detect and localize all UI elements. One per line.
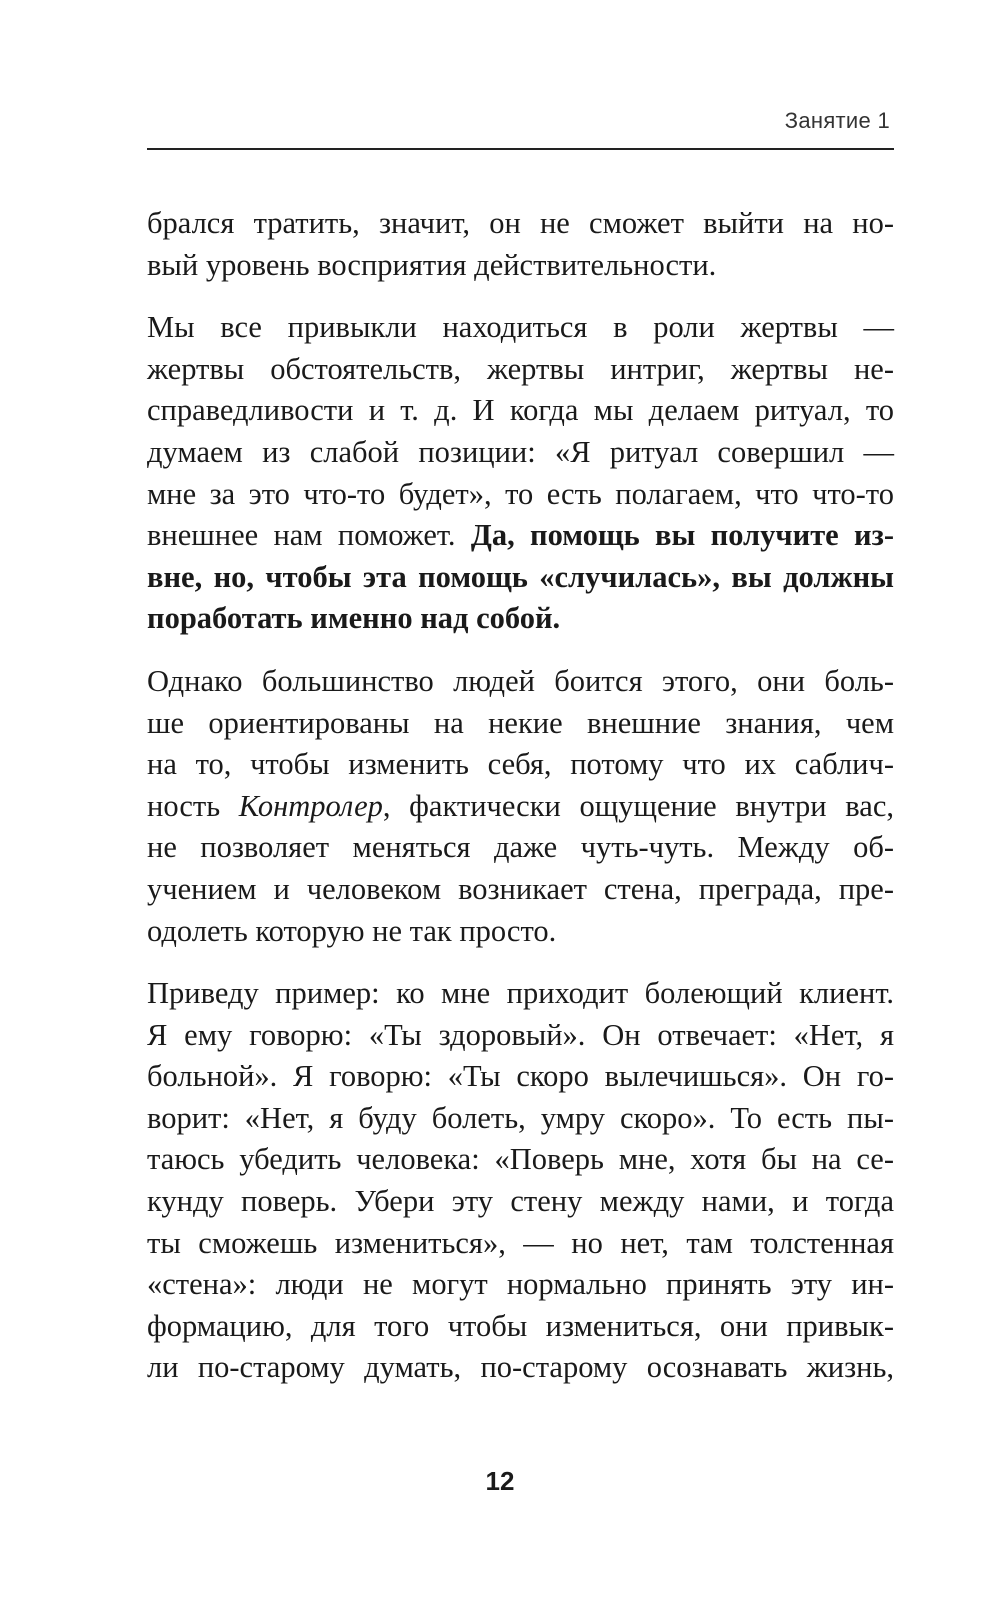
text-line: формацию, для того чтобы измениться, они привык- (147, 1308, 894, 1343)
paragraph (147, 203, 894, 286)
text-run: ность (147, 788, 239, 823)
text-line: Приведу пример: ко мне приходит болеющий клиент. (147, 976, 894, 1011)
text-line: одолеть которую не так просто. (147, 913, 557, 948)
text-line: мне за это что-то будет», то есть полагаем, что что-то (147, 476, 894, 511)
text-line: Я ему говорю: «Ты здоровый». Он отвечает: «Нет, я (147, 1017, 894, 1052)
paragraph (147, 307, 894, 640)
text-line: таюсь убедить человека: «Поверь мне, хотя бы на се- (147, 1142, 894, 1177)
text-line: думаем из слабой позиции: «Я ритуал совершил — (147, 434, 894, 469)
paragraph (147, 973, 894, 1389)
text-line: на то, чтобы изменить себя, потому что их саблич- (147, 747, 894, 782)
text-line: жертвы обстоятельств, жертвы интриг, жертвы не- (147, 351, 894, 386)
text-line: ли по-старому думать, по-старому осознавать жизнь, (147, 1350, 894, 1385)
italic-run: Контролер (238, 788, 383, 823)
text-line: вый уровень восприятия действительности. (147, 247, 717, 282)
running-head-title: Занятие 1 (784, 108, 890, 133)
bold-line: поработать именно над собой. (147, 601, 561, 636)
header-rule (147, 148, 894, 150)
bold-line: вне, но, чтобы эта помощь «случилась», вы должны (147, 559, 894, 594)
bold-run: Да, помощь вы получите из- (470, 518, 894, 553)
text-line: ше ориентированы на некие внешние знания, чем (147, 705, 894, 740)
text-line: Мы все привыкли находиться в роли жертвы — (147, 310, 894, 345)
text-line: учением и человеком возникает стена, преграда, пре- (147, 871, 894, 906)
text-line: кунду поверь. Убери эту стену между нами, и тогда (147, 1184, 894, 1219)
text-run: , фактически ощущение внутри вас, (382, 788, 894, 823)
text-line: «стена»: люди не могут нормально принять эту ин- (147, 1267, 894, 1302)
body-text (147, 203, 894, 1389)
text-line (147, 515, 894, 557)
text-run: внешнее нам поможет. (147, 518, 471, 553)
text-line: брался тратить, значит, он не сможет выйти на но- (147, 206, 894, 240)
text-line: справедливости и т. д. И когда мы делаем ритуал, то (147, 393, 894, 428)
text-line: ты сможешь измениться», — но нет, там толстенная (147, 1225, 894, 1260)
text-line: больной». Я говорю: «Ты скоро вылечишься». Он го- (147, 1059, 894, 1094)
page-number: 12 (485, 1466, 515, 1496)
text-line (147, 786, 894, 828)
text-line: Однако большинство людей боится этого, они боль- (147, 663, 894, 698)
paragraph (147, 661, 894, 952)
text-line: не позволяет меняться даже чуть-чуть. Между об- (147, 830, 894, 865)
text-line: ворит: «Нет, я буду болеть, умру скоро». То есть пы- (147, 1100, 894, 1135)
